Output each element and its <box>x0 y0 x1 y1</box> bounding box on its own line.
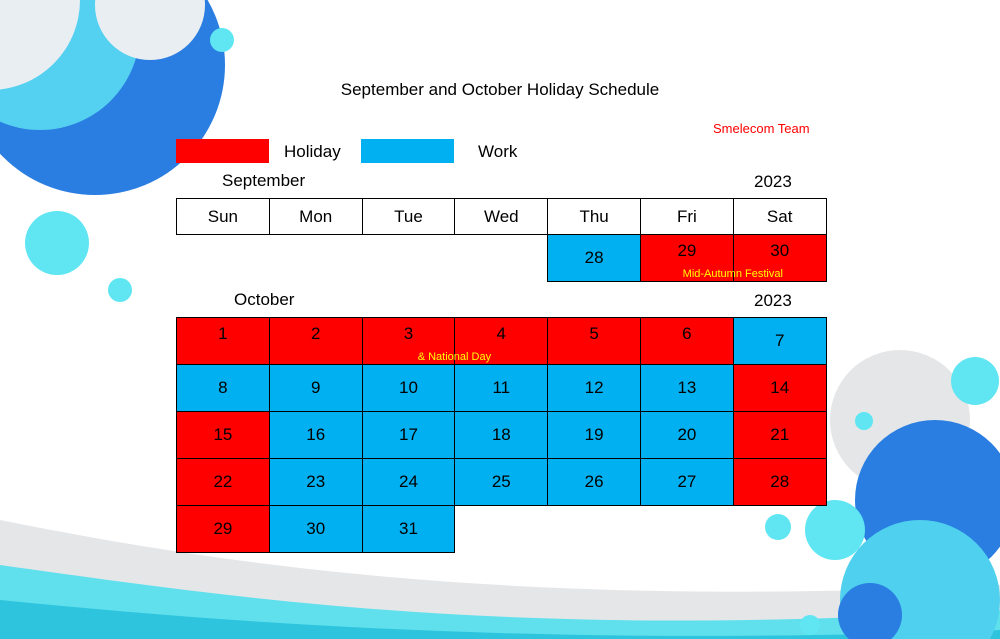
national-day-note: & National Day <box>417 351 492 363</box>
weekday-header-sat: Sat <box>733 198 827 235</box>
october-day-19: 19 <box>547 411 641 459</box>
october-day-8: 8 <box>176 364 270 412</box>
october-day-1: 1 <box>176 317 270 365</box>
weekday-header-sun: Sun <box>176 198 270 235</box>
october-day-4: 4 <box>454 317 548 365</box>
october-day-13: 13 <box>640 364 734 412</box>
october-day-24: 24 <box>362 458 456 506</box>
october-day-29: 29 <box>176 505 270 553</box>
october-day-27: 27 <box>640 458 734 506</box>
october-day-17: 17 <box>362 411 456 459</box>
september-label: September <box>222 171 306 190</box>
october-day-12: 12 <box>547 364 641 412</box>
weekday-header-mon: Mon <box>269 198 363 235</box>
october-day-5: 5 <box>547 317 641 365</box>
october-day-21: 21 <box>733 411 827 459</box>
september-day-29: 29 <box>640 234 734 282</box>
legend-holiday-swatch <box>176 139 269 163</box>
october-day-31: 31 <box>362 505 456 553</box>
october-day-15: 15 <box>176 411 270 459</box>
october-day-26: 26 <box>547 458 641 506</box>
october-day-9: 9 <box>269 364 363 412</box>
october-day-7: 7 <box>733 317 827 365</box>
october-day-18: 18 <box>454 411 548 459</box>
october-label: October <box>234 290 295 309</box>
october-day-30: 30 <box>269 505 363 553</box>
october-day-2: 2 <box>269 317 363 365</box>
october-day-25: 25 <box>454 458 548 506</box>
october-day-22: 22 <box>176 458 270 506</box>
legend-holiday-label: Holiday <box>284 142 341 161</box>
october-day-14: 14 <box>733 364 827 412</box>
october-day-16: 16 <box>269 411 363 459</box>
team-name: Smelecom Team <box>713 121 810 136</box>
weekday-header-thu: Thu <box>547 198 641 235</box>
weekday-header-fri: Fri <box>640 198 734 235</box>
october-day-6: 6 <box>640 317 734 365</box>
october-day-11: 11 <box>454 364 548 412</box>
october-day-28: 28 <box>733 458 827 506</box>
weekday-header-wed: Wed <box>454 198 548 235</box>
weekday-header-tue: Tue <box>362 198 456 235</box>
september-day-28: 28 <box>547 234 641 282</box>
legend-work-swatch <box>361 139 454 163</box>
september-day-30: 30 <box>733 234 827 282</box>
october-year: 2023 <box>754 291 792 310</box>
october-day-3: 3 <box>362 317 456 365</box>
mid-autumn-festival-note: Mid-Autumn Festival <box>682 268 783 280</box>
legend-work-label: Work <box>478 142 518 161</box>
page-title: September and October Holiday Schedule <box>340 80 660 99</box>
october-day-10: 10 <box>362 364 456 412</box>
october-day-23: 23 <box>269 458 363 506</box>
october-day-20: 20 <box>640 411 734 459</box>
september-year: 2023 <box>754 172 792 191</box>
